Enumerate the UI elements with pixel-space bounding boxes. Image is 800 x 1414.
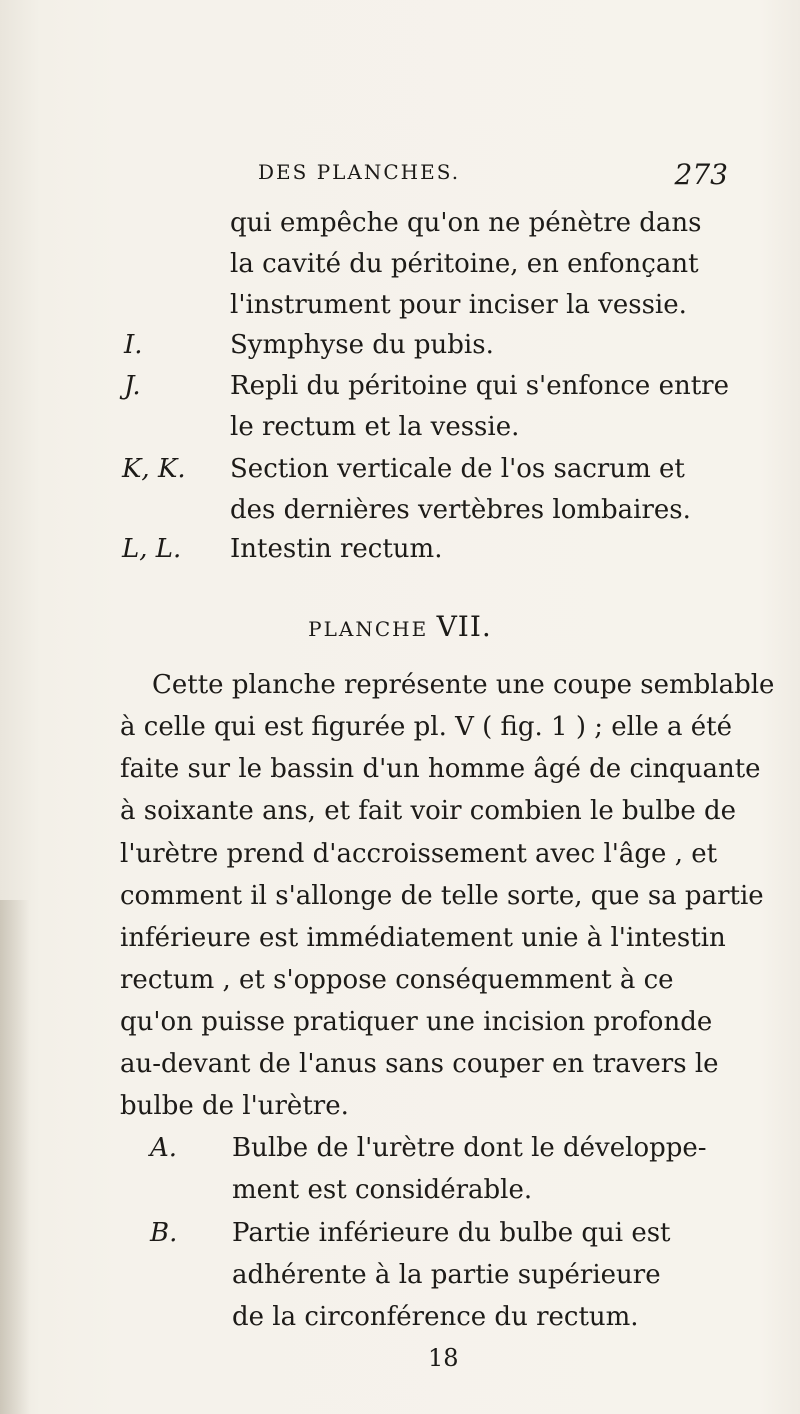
legend-marker: J. [124,371,141,401]
paragraph-line: inférieure est immédiatement unie à l'intestin [120,923,726,953]
legend-marker: K, K. [122,454,186,484]
legend-text: le rectum et la vessie. [230,412,520,442]
legend-text: Symphyse du pubis. [230,330,494,360]
running-title: DES PLANCHES. [258,160,461,184]
legend-text: ment est considérable. [232,1175,533,1205]
paragraph-line: bulbe de l'urètre. [120,1091,349,1121]
plate-heading [0,610,800,643]
paragraph-line: Cette planche représente une coupe semblable [152,670,775,700]
plate-heading-word: PLANCHE [308,617,429,641]
legend-text: Section verticale de l'os sacrum et [230,454,685,484]
paragraph-line: qu'on puisse pratiquer une incision profonde [120,1007,713,1037]
paragraph-line: rectum , et s'oppose conséquemment à ce [120,965,674,995]
paragraph-line: à celle qui est figurée pl. V ( fig. 1 ) ; elle a été [120,712,732,742]
legend-marker: L, L. [122,534,182,564]
legend-marker: B. [150,1218,178,1248]
legend-text: Partie inférieure du bulbe qui est [232,1218,671,1248]
text-line: la cavité du péritoine, en enfonçant [230,249,699,279]
legend-text: Intestin rectum. [230,534,443,564]
legend-text: Repli du péritoine qui s'enfonce entre [230,371,729,401]
paragraph-line: comment il s'allonge de telle sorte, que sa partie [120,881,764,911]
text-line: l'instrument pour inciser la vessie. [230,290,687,320]
page-header [258,160,728,196]
gutter-shadow [0,900,30,1414]
paragraph-line: l'urètre prend d'accroissement avec l'âge , et [120,839,718,869]
page-number: 273 [674,158,728,191]
plate-heading-numeral: VII. [436,610,492,643]
legend-text: de la circonférence du rectum. [232,1302,639,1332]
paragraph-line: à soixante ans, et fait voir combien le bulbe de [120,796,737,826]
legend-text: adhérente à la partie supérieure [232,1260,661,1290]
paragraph-line: faite sur le bassin d'un homme âgé de cinquante [120,754,761,784]
text-line: qui empêche qu'on ne pénètre dans [230,208,702,238]
legend-marker: A. [150,1133,178,1163]
legend-marker: I. [124,330,143,360]
legend-text: des dernières vertèbres lombaires. [230,495,691,525]
signature-mark: 18 [428,1344,459,1372]
legend-text: Bulbe de l'urètre dont le développe- [232,1133,707,1163]
paragraph-line: au-devant de l'anus sans couper en travers le [120,1049,719,1079]
